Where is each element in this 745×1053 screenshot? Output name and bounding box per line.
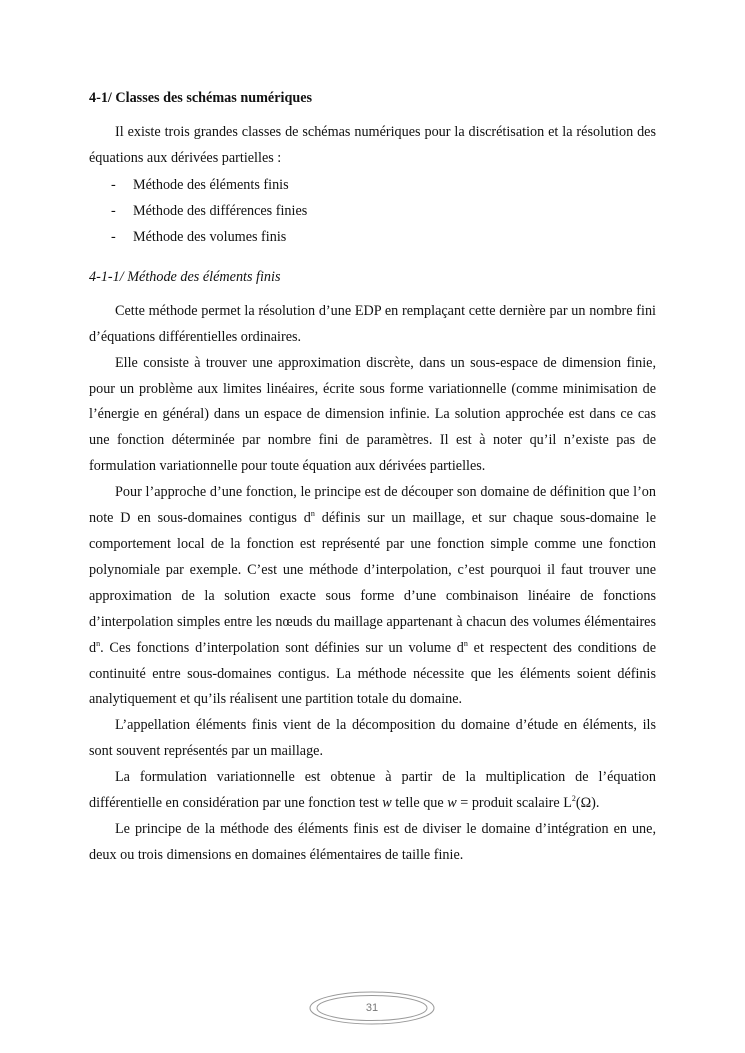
- text-run: définis sur un maillage, et sur chaque sous-domaine le comportement local de la fonction est représenté par une fonction simple comme une fonction polynomiale par exemple. C’est une méthode d’interpolation, c’est pourquoi il faut trouver une approximation de la solution exacte sous forme d’une combinaison linéaire de fonctions d’interpolation simples entre les nœuds du maillage appartenant à chacun des volumes élémentaires d: [89, 510, 656, 656]
- section-intro-paragraph: Il existe trois grandes classes de schémas numériques pour la discrétisation et la résolution des équations aux dérivées partielles :: [89, 124, 656, 166]
- list-item: [89, 172, 656, 198]
- paragraph-naming: L’appellation éléments finis vient de la décomposition du domaine d’étude en éléments, ils sont souvent représentés par un maillage.: [89, 717, 656, 760]
- superscript: 2: [571, 794, 576, 804]
- text-run: La formulation variationnelle est obtenue à partir de la multiplication de l’équation différentielle en considération par une fonction test: [89, 769, 656, 812]
- list-item-label: Méthode des éléments finis: [133, 176, 289, 193]
- text-run: Pour l’approche d’une fonction, le principe est de découper son domaine de définition que l’on note D en sous-domaines contigus d: [89, 484, 656, 527]
- subsection-heading: 4-1-1/ Méthode des éléments finis: [89, 268, 281, 285]
- superscript: n: [96, 638, 101, 648]
- schemes-list: [89, 172, 656, 250]
- section-heading: 4-1/ Classes des schémas numériques: [89, 90, 313, 106]
- bullet-dash: -: [111, 176, 116, 193]
- text-run: et respectent des conditions de continuité entre sous-domaines contigus. La méthode nécessite que les éléments soient définis analytiquement et qu’ils réalisent une partition totale du domaine.: [89, 639, 656, 708]
- paragraph-approximation: Elle consiste à trouver une approximation discrète, dans un sous-espace de dimension finie, pour un problème aux limites linéaires, écrite sous forme variationnelle (comme minimisation de l’énergie en général) dans un espace de dimension infinie. La solution approchée est dans ce cas une fonction déterminée par nombre fini de paramètres. Il est à noter qu’il n’existe pas de formulation variationnelle pour toute équation aux dérivées partielles.: [89, 354, 656, 475]
- superscript: n: [463, 638, 468, 648]
- superscript: n: [310, 509, 315, 519]
- paragraph-variational-formulation: [89, 765, 656, 817]
- paragraph-principle: Le principe de la méthode des éléments finis est de diviser le domaine d’intégration en une, deux ou trois dimensions en domaines élémentaires de taille finie.: [89, 820, 656, 863]
- page-number-ornament: [308, 990, 436, 1026]
- bullet-dash: -: [111, 202, 116, 219]
- text-run: . Ces fonctions d’interpolation sont définies sur un volume d: [100, 639, 464, 656]
- page-number: 31: [365, 1002, 379, 1014]
- text-run: (Ω).: [575, 795, 600, 812]
- text-run: = produit scalaire L: [456, 795, 572, 812]
- list-item-label: Méthode des différences finies: [133, 202, 308, 219]
- list-item: [89, 198, 656, 224]
- paragraph-edp-definition: Cette méthode permet la résolution d’une EDP en remplaçant cette dernière par un nombre fini d’équations différentielles ordinaires.: [89, 302, 656, 345]
- text-run: telle que: [391, 795, 448, 812]
- italic-variable: w: [447, 795, 457, 812]
- page-content: [89, 86, 656, 869]
- bullet-dash: -: [111, 228, 116, 245]
- italic-variable: w: [382, 795, 392, 812]
- list-item-label: Méthode des volumes finis: [133, 228, 287, 245]
- list-item: [89, 224, 656, 250]
- paragraph-domain-decomposition: [89, 480, 656, 713]
